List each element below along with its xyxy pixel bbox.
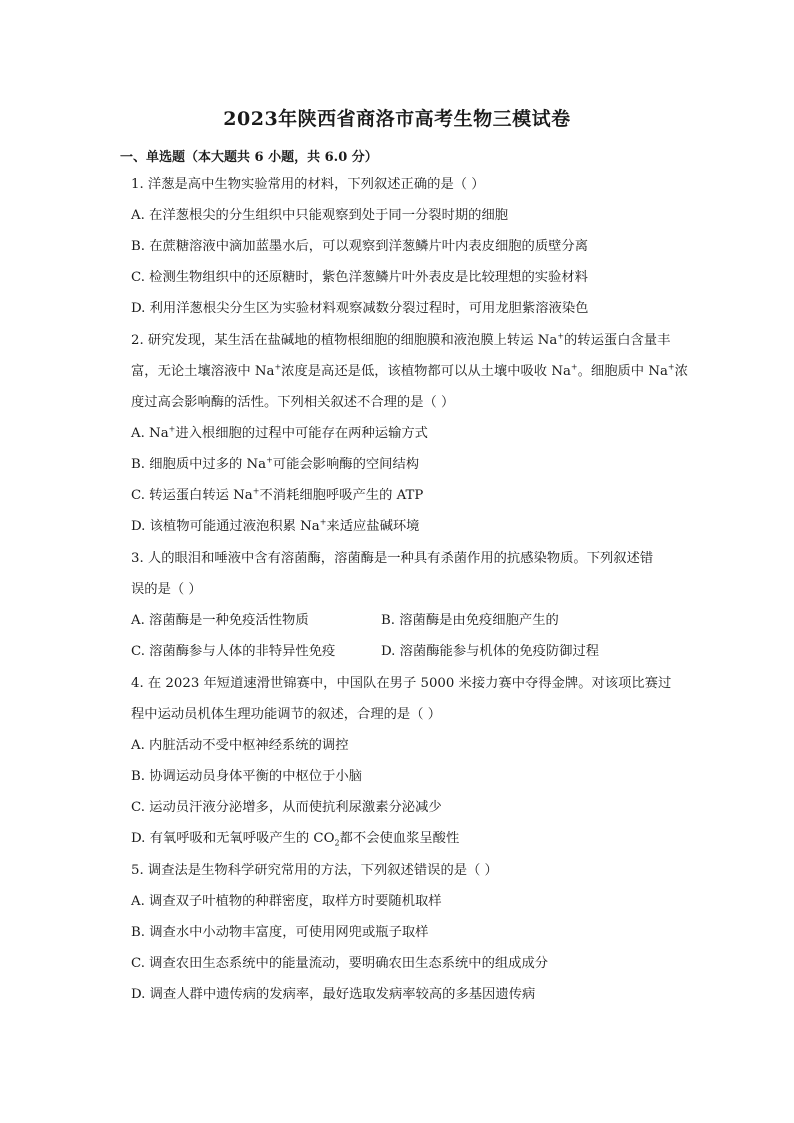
question-3-option-d: D. 溶菌酶能参与机体的免疫防御过程 — [381, 644, 600, 659]
question-3-option-a: A. 溶菌酶是一种免疫活性物质 — [131, 613, 309, 628]
question-1-option-c: C. 检测生物组织中的还原糖时，紫色洋葱鳞片叶外表皮是比较理想的实验材料 — [131, 270, 588, 285]
question-3-stem-line-2: 误的是（ ） — [131, 582, 202, 597]
question-5-option-c: C. 调查农田生态系统中的能量流动，要明确农田生态系统中的组成成分 — [131, 956, 549, 971]
question-3-option-c: C. 溶菌酶参与人体的非特异性免疫 — [131, 644, 336, 659]
question-5-option-d: D. 调查人群中遗传病的发病率，最好选取发病率较高的多基因遗传病 — [131, 987, 536, 1002]
question-2-option-a: A. Na+进入根细胞的过程中可能存在两种运输方式 — [131, 424, 428, 441]
question-2-stem-line-2: 富，无论土壤溶液中 Na+浓度是高还是低，该植物都可以从土壤中吸收 Na+。细胞质中 Na+浓 — [131, 362, 688, 379]
question-3-stem-line-1: 3. 人的眼泪和唾液中含有溶菌酶，溶菌酶是一种具有杀菌作用的抗感染物质。下列叙述错 — [131, 551, 654, 566]
exam-title: 2023年陕西省商洛市高考生物三模试卷 — [223, 108, 571, 130]
question-4-option-b: B. 协调运动员身体平衡的中枢位于小脑 — [131, 769, 362, 784]
question-2-option-d: D. 该植物可能通过液泡积累 Na+来适应盐碱环境 — [131, 517, 420, 534]
question-2-stem-line-1: 2. 研究发现，某生活在盐碱地的植物根细胞的细胞膜和液泡膜上转运 Na+的转运蛋白含量丰 — [131, 331, 671, 348]
question-4-option-d: D. 有氧呼吸和无氧呼吸产生的 $CO_2$都不会使血浆呈酸性 — [131, 831, 460, 848]
question-4-option-a: A. 内脏活动不受中枢神经系统的调控 — [131, 738, 349, 753]
section-header: 一、单选题（本大题共 6 小题，共 6.0 分） — [120, 150, 378, 165]
question-3-option-b: B. 溶菌酶是由免疫细胞产生的 — [381, 613, 559, 628]
question-2-option-b: B. 细胞质中过多的 Na+可能会影响酶的空间结构 — [131, 455, 420, 472]
question-2-stem-line-3: 度过高会影响酶的活性。下列相关叙述不合理的是（ ） — [131, 395, 455, 410]
question-1-option-b: B. 在蔗糖溶液中滴加蓝墨水后，可以观察到洋葱鳞片叶内表皮细胞的质壁分离 — [131, 239, 589, 254]
question-2-option-c: C. 转运蛋白转运 Na+不消耗细胞呼吸产生的 ATP — [131, 486, 424, 503]
question-5-stem: 5. 调查法是生物科学研究常用的方法，下列叙述错误的是（ ） — [131, 863, 498, 878]
question-5-option-b: B. 调查水中小动物丰富度，可使用网兜或瓶子取样 — [131, 925, 429, 940]
question-4-option-c: C. 运动员汗液分泌增多，从而使抗利尿激素分泌减少 — [131, 800, 442, 815]
question-4-stem-line-1: 4. 在 2023 年短道速滑世锦赛中，中国队在男子 5000 米接力赛中夺得金牌。对该项比赛过 — [131, 676, 672, 691]
question-5-option-a: A. 调查双子叶植物的种群密度，取样方时要随机取样 — [131, 894, 442, 909]
question-1-stem: 1. 洋葱是高中生物实验常用的材料，下列叙述正确的是（ ） — [131, 177, 485, 192]
question-1-option-d: D. 利用洋葱根尖分生区为实验材料观察减数分裂过程时，可用龙胆紫溶液染色 — [131, 301, 589, 316]
question-1-option-a: A. 在洋葱根尖的分生组织中只能观察到处于同一分裂时期的细胞 — [131, 208, 509, 223]
question-4-stem-line-2: 程中运动员机体生理功能调节的叙述，合理的是（ ） — [131, 707, 442, 722]
